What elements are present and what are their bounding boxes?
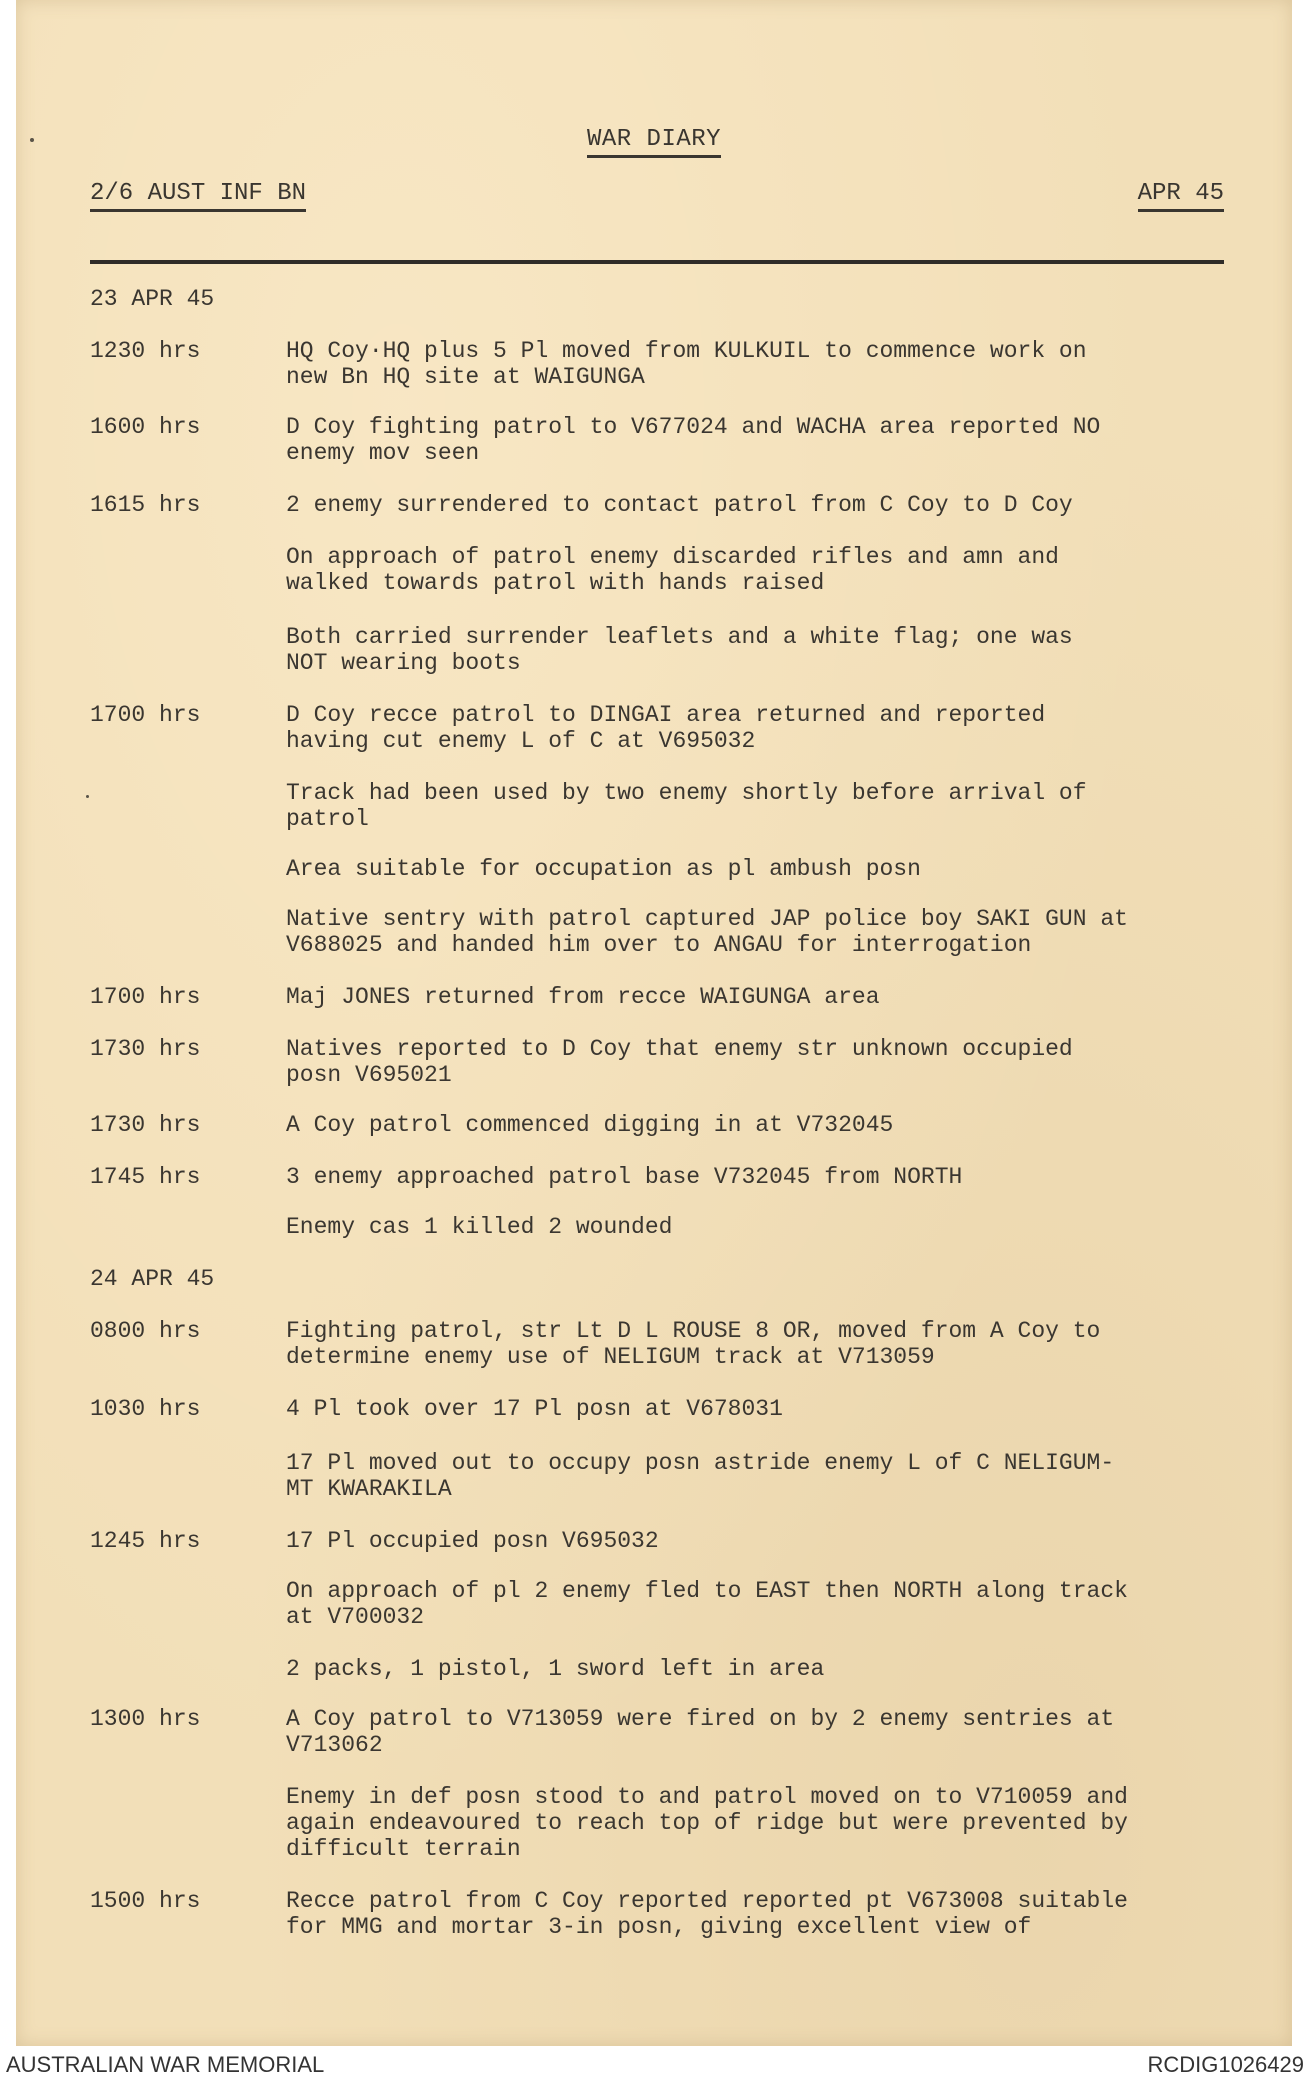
- archive-name: AUSTRALIAN WAR MEMORIAL: [6, 2052, 325, 2077]
- entry-text: 4 Pl took over 17 Pl posn at V678031: [286, 1396, 783, 1422]
- entry-text: 17 Pl occupied posn V695032: [286, 1528, 659, 1554]
- entry-time: 1500 hrs: [90, 1888, 201, 1914]
- entry-text: Native sentry with patrol captured JAP police boy SAKI GUN at V688025 and handed him over to ANGAU for interrogation: [286, 906, 1128, 958]
- entry-text: 17 Pl moved out to occupy posn astride enemy L of C NELIGUM- MT KWARAKILA: [286, 1450, 1115, 1502]
- entry-text: Enemy cas 1 killed 2 wounded: [286, 1214, 673, 1240]
- entry-time: 0800 hrs: [90, 1318, 201, 1344]
- entry-text: 2 packs, 1 pistol, 1 sword left in area: [286, 1656, 825, 1682]
- ink-speck: [86, 795, 89, 798]
- entry-time: 1300 hrs: [90, 1706, 201, 1732]
- diary-month: APR 45: [1138, 180, 1224, 212]
- entry-time: 1700 hrs: [90, 702, 201, 728]
- entry-text: Natives reported to D Coy that enemy str unknown occupied posn V695021: [286, 1036, 1073, 1088]
- diary-page: [16, 0, 1292, 2046]
- entry-time: 1615 hrs: [90, 492, 201, 518]
- entry-text: 3 enemy approached patrol base V732045 from NORTH: [286, 1164, 963, 1190]
- entry-text: Area suitable for occupation as pl ambush posn: [286, 856, 921, 882]
- entry-text: 2 enemy surrendered to contact patrol from C Coy to D Coy: [286, 492, 1073, 518]
- entry-time: 1745 hrs: [90, 1164, 201, 1190]
- entry-text: On approach of patrol enemy discarded rifles and amn and walked towards patrol with hands raised: [286, 544, 1059, 596]
- entry-time: 1030 hrs: [90, 1396, 201, 1422]
- entry-text: Maj JONES returned from recce WAIGUNGA area: [286, 984, 880, 1010]
- entry-text: D Coy fighting patrol to V677024 and WACHA area reported NO enemy mov seen: [286, 414, 1101, 466]
- entry-time: 1245 hrs: [90, 1528, 201, 1554]
- entry-time: 1230 hrs: [90, 338, 201, 364]
- entry-text: Enemy in def posn stood to and patrol moved on to V710059 and again endeavoured to reach top of ridge but were prevented by difficult terrain: [286, 1784, 1128, 1862]
- entry-text: A Coy patrol to V713059 were fired on by 2 enemy sentries at V713062: [286, 1706, 1115, 1758]
- entry-text: Track had been used by two enemy shortly before arrival of patrol: [286, 780, 1087, 832]
- section-date: 24 APR 45: [90, 1266, 215, 1292]
- unit-name: 2/6 AUST INF BN: [90, 180, 306, 212]
- entry-text: D Coy recce patrol to DINGAI area returned and reported having cut enemy L of C at V695032: [286, 702, 1046, 754]
- entry-text: Recce patrol from C Coy reported reported pt V673008 suitable for MMG and mortar 3-in posn, giving excellent view of: [286, 1888, 1128, 1940]
- diary-title: WAR DIARY: [16, 126, 1292, 153]
- entry-text: On approach of pl 2 enemy fled to EAST then NORTH along track at V700032: [286, 1578, 1128, 1630]
- archive-footer: [0, 2046, 1312, 2082]
- header-rule: [90, 260, 1224, 264]
- entry-text: Both carried surrender leaflets and a white flag; one was NOT wearing boots: [286, 624, 1073, 676]
- entry-text: Fighting patrol, str Lt D L ROUSE 8 OR, moved from A Coy to determine enemy use of NELIGUM track at V713059: [286, 1318, 1101, 1370]
- entry-time: 1700 hrs: [90, 984, 201, 1010]
- entry-time: 1730 hrs: [90, 1112, 201, 1138]
- record-id: RCDIG1026429: [1147, 2052, 1304, 2077]
- entry-time: 1600 hrs: [90, 414, 201, 440]
- entry-text: HQ Coy·HQ plus 5 Pl moved from KULKUIL to commence work on new Bn HQ site at WAIGUNGA: [286, 338, 1087, 390]
- section-date: 23 APR 45: [90, 286, 215, 312]
- entry-time: 1730 hrs: [90, 1036, 201, 1062]
- entry-text: A Coy patrol commenced digging in at V732045: [286, 1112, 894, 1138]
